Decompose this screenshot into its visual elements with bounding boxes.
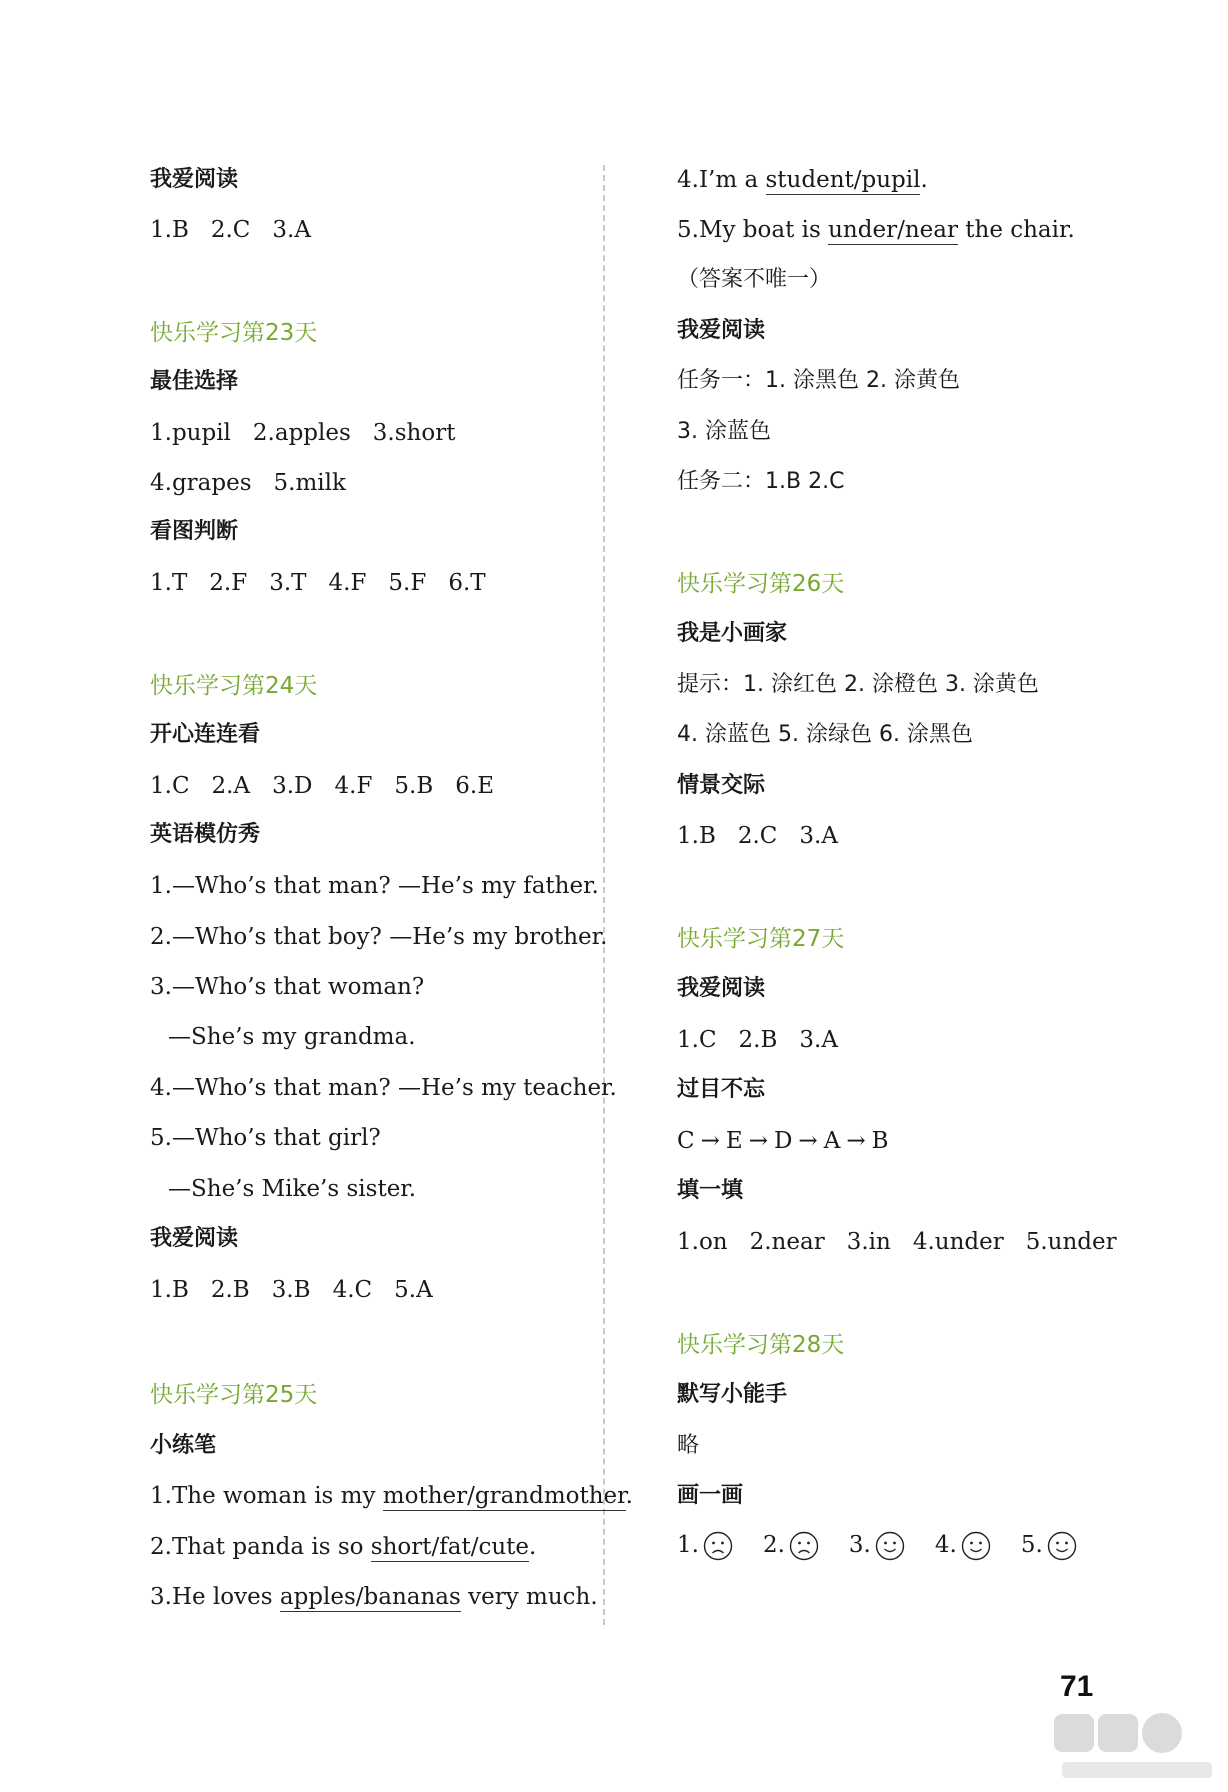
task-line: 3. 涂蓝色 xyxy=(677,419,771,444)
filled-answer: short/fat/cute xyxy=(370,1534,530,1560)
face-answer xyxy=(849,1532,935,1558)
section-heading: 开心连连看 xyxy=(150,722,261,747)
answer-item: 2.F xyxy=(209,570,248,596)
fill-text: . xyxy=(625,1483,633,1509)
answer-note: （答案不唯一） xyxy=(677,267,832,292)
dialogue-line: 2.—Who’s that boy? —He’s my brother. xyxy=(150,924,608,950)
site-watermark-logo xyxy=(1052,1706,1222,1786)
filled-answer: under/near xyxy=(828,217,958,243)
answer-item: 4.F xyxy=(334,773,373,799)
fill-line xyxy=(150,1481,633,1511)
section-heading: 我爱阅读 xyxy=(150,167,239,192)
dialogue-line: 1.—Who’s that man? —He’s my father. xyxy=(150,873,599,899)
dialogue-line: 4.—Who’s that man? —He’s my teacher. xyxy=(150,1075,617,1101)
arrow-right-icon: → xyxy=(798,1128,818,1154)
answer-item: 5.milk xyxy=(273,470,346,496)
answer-item: 1.T xyxy=(150,570,188,596)
answer-item: 2.C xyxy=(737,823,778,849)
dialogue-line: 5.—Who’s that girl? xyxy=(150,1125,381,1151)
day-title-24: 快乐学习第24天 xyxy=(150,673,318,699)
smiley-face-icon xyxy=(961,1531,991,1561)
answer-item: 5.B xyxy=(394,773,434,799)
sad-face-icon xyxy=(703,1531,733,1561)
fill-text: . xyxy=(529,1534,537,1560)
sad-face-icon xyxy=(789,1531,819,1561)
answer-item: 6.E xyxy=(455,773,494,799)
section-heading: 最佳选择 xyxy=(150,369,239,394)
sequence-row xyxy=(677,1126,889,1156)
section-heading: 我是小画家 xyxy=(677,621,788,646)
answer-item: 5.F xyxy=(388,570,427,596)
dialogue-line: 3.—Who’s that woman? xyxy=(150,974,425,1000)
answer-item: 3.B xyxy=(271,1277,311,1303)
section-heading: 英语模仿秀 xyxy=(150,822,261,847)
task-line: 任务一：1. 涂黑色 2. 涂黄色 xyxy=(677,368,960,393)
faces-row xyxy=(677,1530,1077,1561)
section-heading: 情景交际 xyxy=(677,773,766,798)
face-label: 5. xyxy=(1020,1532,1043,1558)
answer-item: 2.apples xyxy=(252,420,351,446)
answer-item: 1.C xyxy=(677,1027,717,1053)
answer-item: 5.A xyxy=(394,1277,433,1303)
answer-item: 2.B xyxy=(738,1027,778,1053)
fill-text: 3.He loves xyxy=(150,1584,280,1610)
answer-item: 1.pupil xyxy=(150,420,231,446)
day-title-28: 快乐学习第28天 xyxy=(677,1332,845,1358)
answer-item: 3.A xyxy=(272,217,311,243)
answer-row xyxy=(150,771,494,801)
face-answer xyxy=(763,1532,849,1558)
page-number: 71 xyxy=(1060,1670,1094,1703)
section-heading: 过目不忘 xyxy=(677,1077,766,1102)
section-heading: 默写小能手 xyxy=(677,1382,788,1407)
face-answer xyxy=(677,1532,763,1558)
filled-answer: student/pupil xyxy=(765,167,921,193)
answer-item: 3.in xyxy=(846,1229,891,1255)
fill-line xyxy=(677,215,1075,245)
answer-item: 3.D xyxy=(272,773,313,799)
answer-item: 3.short xyxy=(372,420,456,446)
arrow-right-icon: → xyxy=(846,1128,866,1154)
answer-row xyxy=(677,821,838,851)
dialogue-line: —She’s my grandma. xyxy=(168,1024,416,1050)
day-title-23: 快乐学习第23天 xyxy=(150,320,318,346)
answer-item: 2.A xyxy=(211,773,251,799)
section-heading: 小练笔 xyxy=(150,1433,217,1458)
fill-line xyxy=(150,1582,598,1612)
fill-text: 4.I’m a xyxy=(677,167,766,193)
section-heading: 我爱阅读 xyxy=(677,976,766,1001)
answer-item: 1.B xyxy=(150,1277,189,1303)
answer-item: 5.under xyxy=(1025,1229,1117,1255)
face-label: 4. xyxy=(934,1532,957,1558)
fill-text: 2.That panda is so xyxy=(150,1534,371,1560)
section-heading: 我爱阅读 xyxy=(677,318,766,343)
fill-text: 5.My boat is xyxy=(677,217,829,243)
sequence-item: E xyxy=(725,1128,743,1154)
fill-text: the chair. xyxy=(957,217,1075,243)
answer-item: 2.B xyxy=(210,1277,250,1303)
task-line: 任务二：1.B 2.C xyxy=(677,469,845,494)
answer-item: 3.A xyxy=(799,1027,838,1053)
answer-row xyxy=(150,468,346,498)
answer-item: 4.grapes xyxy=(150,470,252,496)
answer-item: 2.near xyxy=(749,1229,825,1255)
fill-text: . xyxy=(920,167,928,193)
answer-item: 1.on xyxy=(677,1229,728,1255)
answer-row xyxy=(677,1025,838,1055)
face-answer xyxy=(935,1532,1021,1558)
arrow-right-icon: → xyxy=(748,1128,768,1154)
column-divider xyxy=(603,165,605,1625)
smiley-face-icon xyxy=(875,1531,905,1561)
answer-item: 2.C xyxy=(210,217,251,243)
filled-answer: mother/grandmother xyxy=(382,1483,626,1509)
fill-text: 1.The woman is my xyxy=(150,1483,383,1509)
section-heading: 看图判断 xyxy=(150,519,239,544)
answer-row xyxy=(150,1275,433,1305)
arrow-right-icon: → xyxy=(700,1128,720,1154)
answer-row xyxy=(150,418,455,448)
answer-item: 3.T xyxy=(269,570,307,596)
answer-item: 4.under xyxy=(912,1229,1004,1255)
answer-item: 1.B xyxy=(150,217,189,243)
answer-item: 4.C xyxy=(332,1277,373,1303)
fill-line xyxy=(677,165,928,195)
day-title-25: 快乐学习第25天 xyxy=(150,1382,318,1408)
sequence-item: D xyxy=(773,1128,793,1154)
face-answer xyxy=(1021,1532,1077,1558)
task-line: 提示：1. 涂红色 2. 涂橙色 3. 涂黄色 xyxy=(677,672,1039,697)
sequence-item: B xyxy=(871,1128,889,1154)
answer-row xyxy=(677,1227,1117,1257)
section-heading: 画一画 xyxy=(677,1483,744,1508)
sequence-item: C xyxy=(677,1128,695,1154)
answer-item: 3.A xyxy=(799,823,838,849)
answer-row xyxy=(150,568,486,598)
dialogue-line: —She’s Mike’s sister. xyxy=(168,1176,417,1202)
face-label: 3. xyxy=(848,1532,871,1558)
section-heading: 填一填 xyxy=(677,1178,744,1203)
filled-answer: apples/bananas xyxy=(279,1584,461,1610)
section-heading: 我爱阅读 xyxy=(150,1226,239,1251)
task-line: 4. 涂蓝色 5. 涂绿色 6. 涂黑色 xyxy=(677,722,973,747)
answer-item: 1.B xyxy=(677,823,716,849)
answer-item: 1.C xyxy=(150,773,190,799)
face-label: 1. xyxy=(677,1532,699,1558)
answer-item: 6.T xyxy=(448,570,486,596)
smiley-face-icon xyxy=(1047,1531,1077,1561)
answer-row xyxy=(150,215,311,245)
answer-item: 4.F xyxy=(328,570,367,596)
day-title-27: 快乐学习第27天 xyxy=(677,926,845,952)
sequence-item: A xyxy=(823,1128,841,1154)
fill-text: very much. xyxy=(460,1584,598,1610)
fill-line xyxy=(150,1532,536,1562)
day-title-26: 快乐学习第26天 xyxy=(677,571,845,597)
answer-text: 略 xyxy=(677,1433,700,1458)
face-label: 2. xyxy=(762,1532,785,1558)
